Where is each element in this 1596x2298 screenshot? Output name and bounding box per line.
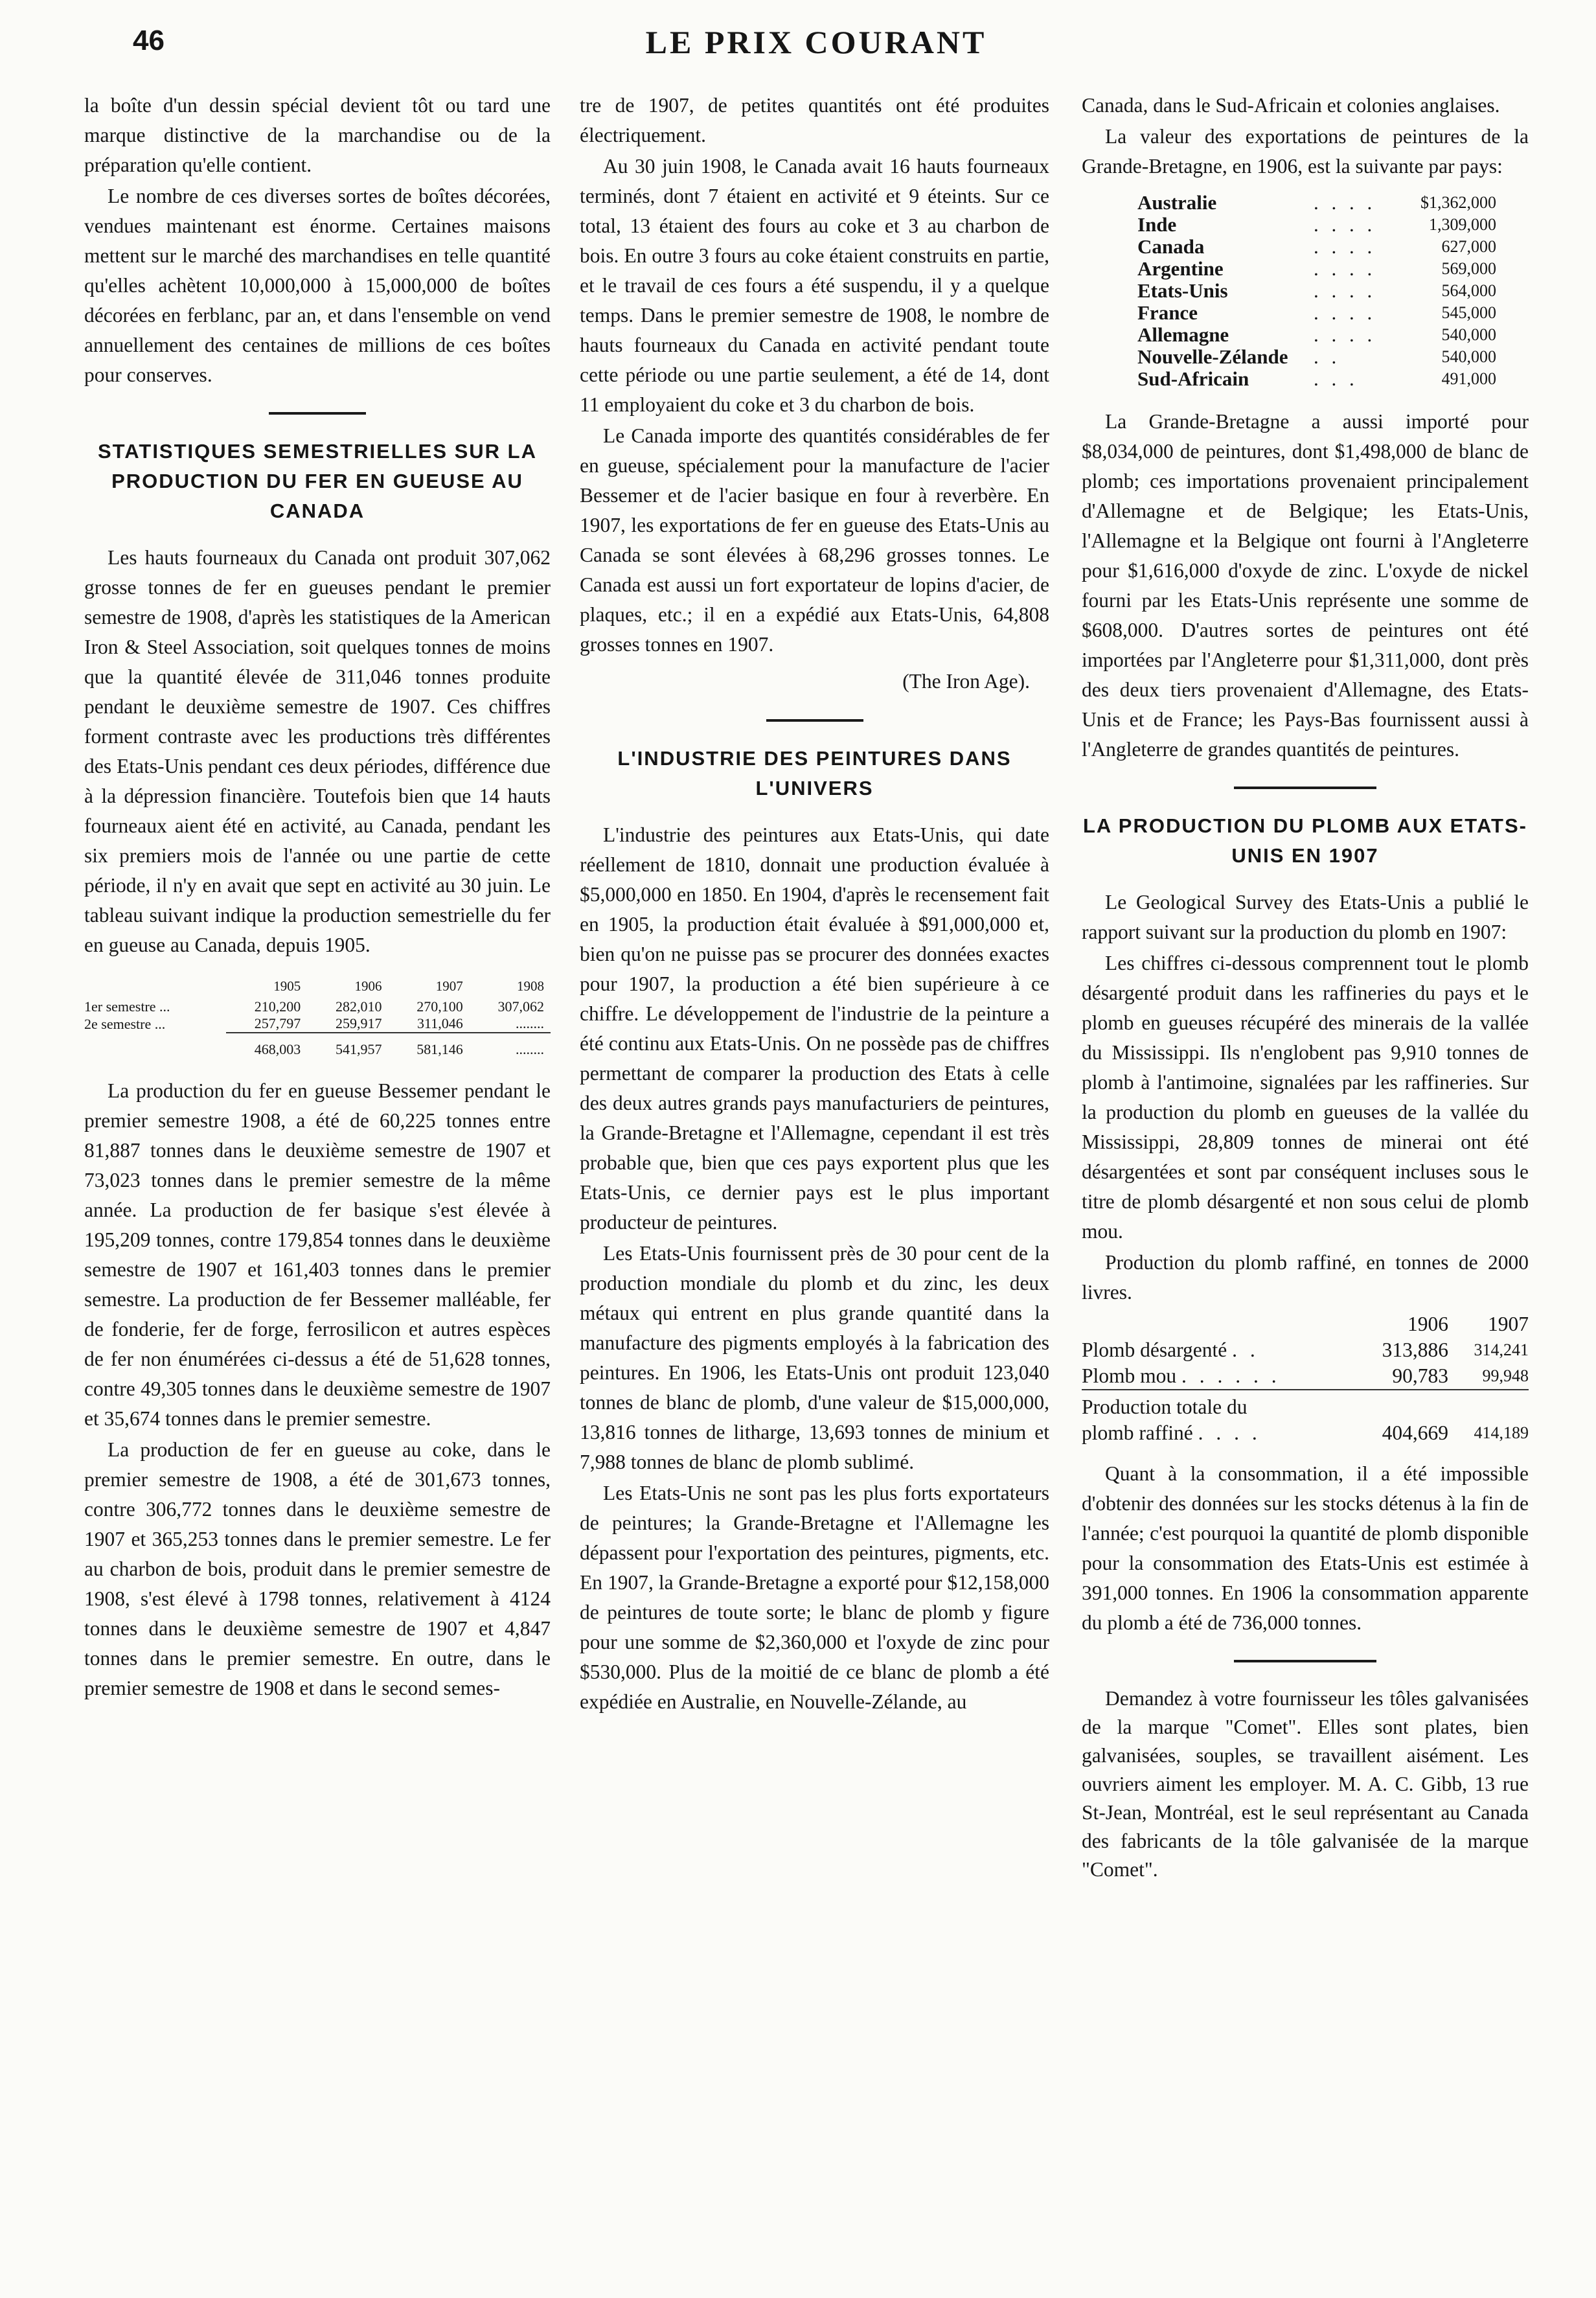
row-leader: . . . .	[1198, 1421, 1261, 1444]
paragraph: La production du fer en gueuse Bessemer pendant le premier semestre 1908, a été de 60,225 tonnes entre 81,887 tonnes dans le deuxième semestre de 1907 et 73,023 tonnes dans le premier semestre de la même année. La production de fer basique s'est élevée à 195,209 tonnes, contre 179,854 tonnes dans le deuxième semestre de 1907 et 161,403 tonnes dans le premier semestre. La production de fer Bessemer malléable, fer de fonderie, fer de forge, ferrosilicon et autres espèces de fer non énumérées ci-dessus a été de 51,628 tonnes, contre 49,305 tonnes dans le deuxième semestre de 1907 et 35,674 tonnes dans le premier semestre.	[84, 1079, 551, 1430]
paragraph: Canada, dans le Sud-Africain et colonies anglaises.	[1082, 94, 1500, 117]
country-name: Allemagne	[1137, 323, 1229, 346]
table-cell: 311,046	[417, 1015, 463, 1031]
table-cell: 468,003	[226, 1033, 307, 1058]
row-label: plomb raffiné	[1082, 1421, 1193, 1444]
table-cell: 313,886	[1382, 1339, 1448, 1361]
country-value: 540,000	[1441, 325, 1496, 344]
table-row: Sud-Africain . . . 491,000	[1134, 368, 1500, 390]
country-name: Nouvelle-Zélande	[1137, 345, 1288, 368]
country-name: Inde	[1137, 213, 1177, 236]
table-header-cell: 1907	[435, 978, 463, 994]
column-1	[84, 91, 551, 1703]
paragraph: Le nombre de ces diverses sortes de boîtes décorées, vendues maintenant est énorme. Certaines maisons mettent sur le marché des marchandises en telle quantité qu'elles achètent 10,000,000 à 15,000,000 de boîtes décorées en ferblanc, par an, et dans l'ensemble on vend annuellement des centaines de millions de ces boîtes pour conserves.	[84, 185, 551, 386]
table-cell: 314,241	[1474, 1340, 1529, 1359]
country-value: 627,000	[1441, 237, 1496, 256]
table-row: Nouvelle-Zélande . . 540,000	[1134, 346, 1500, 368]
table-cell: 404,669	[1382, 1421, 1448, 1444]
paragraph: Les Etats-Unis ne sont pas les plus forts exportateurs de peintures; la Grande-Bretagne et l'Allemagne les dépassent pour l'exportation des peintures, pigments, etc. En 1907, la Grande-Bretagne a exporté pour $12,158,000 de peintures de toute sorte; le blanc de plomb y figure pour une somme de $2,360,000 et l'oxyde de zinc pour $530,000. Plus de la moitié de ce blanc de plomb a été expédiée en Australie, en Nouvelle-Zélande, au	[580, 1482, 1049, 1713]
paragraph: La valeur des exportations de peintures de la Grande-Bretagne, en 1906, est la suivante par pays:	[1082, 125, 1529, 178]
paragraph: L'industrie des peintures aux Etats-Unis, qui date réellement de 1810, donnait une production évaluée à $5,000,000 en 1850. En 1904, d'après le recensement fait en 1905, la production était évaluée à $91,000,000 et, bien qu'on ne puisse pas se procurer des données exactes pour 1907, la production a été bien supérieure à ce chiffre. Le développement de l'industrie de la peinture a été continu aux Etats-Unis. On ne possède pas de chiffres permettant de comparer la production des Etats à celle des deux autres grands pays manufacturiers de peintures, la Grande-Bretagne et l'Allemagne, cependant il est très probable que, bien que ces pays exportent plus que les Etats-Unis, ce dernier pays est le plus important producteur de peintures.	[580, 823, 1049, 1234]
table-total-row	[84, 1033, 551, 1058]
table-cell: 90,783	[1392, 1364, 1448, 1387]
section-divider	[1234, 787, 1376, 789]
page-header	[0, 19, 1596, 65]
paragraph: Le Canada importe des quantités considérables de fer en gueuse, spécialement pour la manufacture de l'acier Bessemer et de l'acier basique en four à reverbère. En 1907, les exportations de fer en gueuse des Etats-Unis au Canada se sont élevées à 68,296 grosses tonnes. Le Canada est aussi un fort exportateur de lopins d'acier, de plaques, etc.; il en a expédié aux Etats-Unis, 64,808 grosses tonnes en 1907.	[580, 424, 1049, 656]
table-row: Australie . . . . $1,362,000	[1134, 192, 1500, 214]
country-value: $1,362,000	[1420, 193, 1496, 212]
row-label: 2e semestre ...	[84, 1015, 166, 1032]
article-heading-lead: LA PRODUCTION DU PLOMB AUX ETATS-UNIS EN 1907	[1083, 814, 1527, 867]
row-label: Plomb désargenté	[1082, 1339, 1227, 1361]
iron-production-table	[84, 978, 551, 1058]
paint-exports-table	[1134, 192, 1500, 390]
table-row: Canada . . . . 627,000	[1134, 236, 1500, 258]
country-name: Sud-Africain	[1137, 367, 1249, 390]
table-row: Etats-Unis . . . . 564,000	[1134, 280, 1500, 302]
paragraph: Au 30 juin 1908, le Canada avait 16 hauts fourneaux terminés, dont 7 étaient en activité et 9 éteints. Sur ce total, 13 étaient des fours au coke et 3 au charbon de bois. En outre 3 fours au coke étaient construits en partie, et le travail de ces fours a été suspendu, il y a quelque temps. Dans le premier semestre de 1908, le nombre de hauts fourneaux du Canada en activité pendant toute cette période ou une partie seulement, a été de 14, dont 11 employaient du coke et 3 du charbon de bois.	[580, 155, 1049, 416]
country-name: Canada	[1137, 235, 1205, 258]
table-row	[84, 1015, 551, 1033]
table-row: Inde . . . . 1,309,000	[1134, 214, 1500, 236]
table-row	[1082, 1337, 1529, 1363]
table-cell: 307,062	[497, 998, 544, 1015]
paragraph: La production de fer en gueuse au coke, dans le premier semestre de 1908, a été de 301,673 tonnes, contre 306,772 tonnes dans le deuxième semestre de 1907 et 365,253 tonnes dans le premier semestre. Le fer au charbon de bois, produit dans le premier semestre de 1908, s'est élevé à 1798 tonnes, relativement à 4124 tonnes dans le deuxième semestre de 1907 et 4,847 tonnes dans le premier semestre. En outre, dans le premier semestre de 1908 et dans le second semes-	[84, 1438, 551, 1699]
row-label: 1er semestre ...	[84, 998, 170, 1015]
country-name: Australie	[1137, 191, 1217, 214]
table-cell: ........	[516, 1015, 544, 1031]
paragraph: Les hauts fourneaux du Canada ont produit 307,062 grosse tonnes de fer en gueuses pendant le premier semestre de 1908, d'après les statistiques de la American Iron & Steel Association, soit quelques tonnes de moins que la quantité élevée de 311,046 tonnes produite pendant le deuxième semestre de 1907. Ces chiffres forment contraste avec les productions très différentes des Etats-Unis pendant ces deux périodes, différence due à la dépression financière. Toutefois bien que 14 hauts fourneaux aient été en activité, au Canada, pendant les six premiers mois de l'année ou une partie de cette période, il n'y en avait que sept en activité au 30 juin. Le tableau suivant indique la production semestrielle du fer en gueuse au Canada, depuis 1905.	[84, 546, 551, 956]
paragraph: Production du plomb raffiné, en tonnes de 2000 livres.	[1082, 1251, 1529, 1304]
table-cell: 259,917	[336, 1015, 382, 1031]
row-leader: . . . . . .	[1181, 1364, 1281, 1387]
paragraph: La Grande-Bretagne a aussi importé pour $8,034,000 de peintures, dont $1,498,000 de blanc de plomb; ces importations provenaient principalement d'Allemagne et de Belgique; les Etats-Unis, l'Allemagne et la Belgique ont fourni à l'Angleterre pour $1,616,000 d'oxyde de zinc. L'oxyde de nickel fourni par les Etats-Unis représente une somme de $608,000. D'autres sortes de peintures ont été importées par l'Angleterre pour $1,311,000, dont près des deux tiers provenaient d'Allemagne, des Etats-Unis et de France; les Pays-Bas fournissent aussi à l'Angleterre de grandes quantités de peintures.	[1082, 410, 1529, 761]
table-cell: 581,146	[389, 1033, 470, 1058]
table-header-cell: 1906	[354, 978, 382, 994]
country-value: 564,000	[1441, 281, 1496, 300]
country-value: 1,309,000	[1429, 215, 1496, 234]
article-heading-iron: STATISTIQUES SEMESTRIELLES SUR LA PRODUCTION DU FER EN GUEUSE AU CANADA	[97, 440, 537, 522]
section-divider	[269, 412, 366, 415]
table-cell: 210,200	[254, 998, 301, 1015]
country-value: 540,000	[1441, 347, 1496, 366]
table-header-cell: 1905	[273, 978, 301, 994]
lead-production-table	[1082, 1311, 1529, 1446]
row-label: Plomb mou	[1082, 1364, 1177, 1387]
table-cell: 282,010	[336, 998, 382, 1015]
table-header-cell: 1906	[1408, 1313, 1448, 1335]
section-divider	[1234, 1660, 1376, 1662]
journal-title: LE PRIX COURANT	[645, 24, 987, 60]
table-row: Allemagne . . . . 540,000	[1134, 324, 1500, 346]
country-name: Argentine	[1137, 257, 1224, 280]
advertisement-text: Demandez à votre fournisseur les tôles galvanisées de la marque "Comet". Elles sont plates, bien galvanisées, souples, se travaillent aisément. Les ouvriers aiment les employer. M. A. C. Gibb, 13 rue St-Jean, Montréal, est le seul représentant au Canada des fabricants de la tôle galvanisée de la marque "Comet".	[1082, 1687, 1529, 1881]
table-cell: ........	[470, 1033, 551, 1058]
table-cell: 270,100	[416, 998, 463, 1015]
country-name: Etats-Unis	[1137, 279, 1228, 302]
table-cell: 99,948	[1482, 1366, 1529, 1385]
row-leader: . .	[1232, 1339, 1259, 1361]
table-cell: 257,797	[254, 1015, 301, 1031]
paragraph: Les chiffres ci-dessous comprennent tout le plomb désargenté produit dans les raffineries du pays et le plomb en gueuses récupéré des minerais de la vallée du Mississippi. Ils n'englobent pas 9,910 tonnes de plomb à l'antimoine, signalées par les raffineries. Sur la production du plomb en gueuses de la vallée du Mississippi, 28,809 tonnes de minerai ont été désargentées et sont par conséquent incluses sous le titre de plomb désargenté et non sous celui de plomb mou.	[1082, 952, 1529, 1243]
article-heading-paint: L'INDUSTRIE DES PEINTURES DANS L'UNIVERS	[617, 747, 1012, 799]
paragraph: Les Etats-Unis fournissent près de 30 pour cent de la production mondiale du plomb et du zinc, les deux métaux qui entrent en plus grande quantité dans la manufacture des pigments employés à la fabrication des peintures. En 1906, les Etats-Unis ont produit 123,040 tonnes de blanc de plomb, d'une valeur de $15,000,000, 13,816 tonnes de litharge, 13,693 tonnes de minium et 7,988 tonnes de blanc de plomb sublimé.	[580, 1242, 1049, 1473]
table-header-row	[1082, 1311, 1529, 1337]
article-source: (The Iron Age).	[902, 670, 1030, 693]
paragraph: Le Geological Survey des Etats-Unis a publié le rapport suivant sur la production du plomb en 1907:	[1082, 891, 1529, 943]
page-number: 46	[133, 25, 165, 56]
advertisement-notice	[1082, 1684, 1529, 1884]
column-3	[1082, 91, 1529, 1884]
country-name: France	[1137, 301, 1198, 324]
table-cell: 414,189	[1474, 1423, 1529, 1442]
country-value: 569,000	[1441, 259, 1496, 278]
table-header-cell: 1907	[1488, 1313, 1529, 1335]
table-header-row	[84, 978, 551, 998]
country-value: 491,000	[1441, 369, 1496, 388]
table-row: Argentine . . . . 569,000	[1134, 258, 1500, 280]
row-label: Production totale du	[1082, 1396, 1248, 1418]
table-cell: 541,957	[307, 1033, 388, 1058]
paragraph: tre de 1907, de petites quantités ont été produites électriquement.	[580, 94, 1049, 146]
table-row	[1082, 1363, 1529, 1390]
table-row	[84, 998, 551, 1015]
column-2	[580, 91, 1049, 1717]
paragraph: Quant à la consommation, il a été impossible d'obtenir des données sur les stocks détenus à la fin de l'année; c'est pourquoi la quantité de plomb disponible pour la consommation des Etats-Unis est estimée à 391,000 tonnes. En 1906 la consommation apparente du plomb a été de 736,000 tonnes.	[1082, 1462, 1529, 1634]
table-row: France . . . . 545,000	[1134, 302, 1500, 324]
table-total-row	[1082, 1394, 1529, 1446]
country-value: 545,000	[1441, 303, 1496, 322]
paragraph: la boîte d'un dessin spécial devient tôt ou tard une marque distinctive de la marchandise ou de la préparation qu'elle contient.	[84, 94, 551, 176]
section-divider	[766, 719, 863, 722]
table-header-cell: 1908	[517, 978, 544, 994]
